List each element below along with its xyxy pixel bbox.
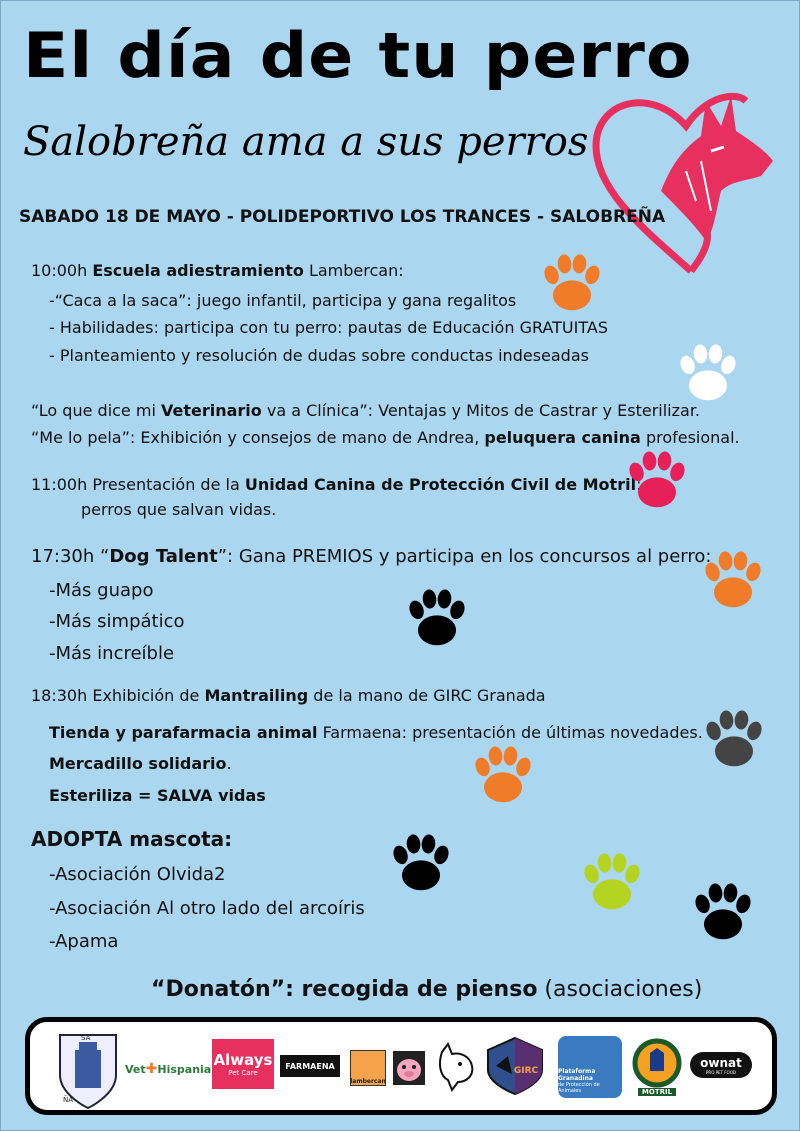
tienda-line: Tienda y parafarmacia animal Farmaena: presentación de últimas novedades.: [49, 723, 703, 742]
bull-terrier-logo-icon: [434, 1042, 478, 1092]
block2-heading: 11:00h Presentación de la Unidad Canina de Protección Civil de Motril:: [31, 475, 642, 494]
block1-item-1: -“Caca a la saca”: juego infantil, participa y gana regalitos: [49, 291, 517, 310]
dog-face-logo-icon: [392, 1050, 426, 1086]
paw-black-icon: [387, 829, 455, 893]
paw-orange-icon: [538, 249, 606, 313]
contest-item-2: -Más simpático: [49, 611, 185, 632]
proteccion-civil-motril-logo: MOTRIL: [632, 1038, 682, 1096]
pela-line: “Me lo pela”: Exhibición y consejos de mano de Andrea, peluquera canina profesional.: [31, 428, 740, 447]
lambercan-logo: lambercan: [350, 1050, 386, 1086]
svg-text:ÑA: ÑA: [63, 1096, 74, 1104]
poster-subtitle: Salobreña ama a sus perros: [23, 119, 589, 165]
event-dateline: SABADO 18 DE MAYO - POLIDEPORTIVO LOS TRANCES - SALOBREÑA: [19, 207, 666, 227]
plataforma-granadina-logo: Plataforma Granadina de Protección de Animales: [558, 1036, 622, 1098]
sponsors-bar: [25, 1017, 777, 1115]
block3-heading: 17:30h “Dog Talent”: Gana PREMIOS y participa en los concursos al perro:: [31, 546, 712, 567]
donaton-line: “Donatón”: recogida de pienso (asociaciones): [151, 977, 703, 1002]
esteriliza-line: Esteriliza = SALVA vidas: [49, 786, 266, 805]
contest-item-3: -Más increíble: [49, 643, 175, 664]
adopta-item-1: -Asociación Olvida2: [49, 864, 226, 885]
paw-black-icon: [403, 584, 471, 648]
block1-heading: 10:00h Escuela adiestramiento Lambercan:: [31, 261, 404, 280]
paw-lime-icon: [578, 848, 646, 912]
paw-white-icon: [674, 339, 742, 403]
block1-item-2: - Habilidades: participa con tu perro: pautas de Educación GRATUITAS: [49, 318, 608, 337]
paw-pink-icon: [623, 446, 691, 510]
paw-orange-icon: [699, 546, 767, 610]
vet-line: “Lo que dice mi Veterinario va a Clínica”: Ventajas y Mitos de Castrar y Esterilizar.: [31, 401, 701, 420]
ownat-logo: ownat PRO PET FOOD: [690, 1052, 752, 1078]
paw-black-icon: [689, 878, 757, 942]
vet-hispania-logo: Vet ✚ Hispania: [125, 1061, 212, 1077]
girc-logo: GIRC: [486, 1036, 544, 1096]
block1-item-3: - Planteamiento y resolución de dudas sobre conductas indeseadas: [49, 346, 589, 365]
block2-line2: perros que salvan vidas.: [81, 500, 277, 519]
contest-item-1: -Más guapo: [49, 580, 154, 601]
motril-badge-icon: [632, 1038, 682, 1088]
adopta-item-2: -Asociación Al otro lado del arcoíris: [49, 898, 365, 919]
svg-text:SA: SA: [81, 1034, 91, 1042]
salobrena-coat-of-arms-icon: [55, 1030, 121, 1110]
poster-title: El día de tu perro: [23, 19, 693, 92]
adopta-title: ADOPTA mascota:: [31, 827, 233, 851]
always-logo: Always Pet Care: [212, 1039, 274, 1089]
paw-orange-icon: [469, 741, 537, 805]
mercadillo-line: Mercadillo solidario.: [49, 754, 232, 773]
farmaena-logo: FARMAENA: [280, 1055, 340, 1077]
heart-dog-icon: [586, 81, 786, 281]
paw-gray-icon: [700, 705, 768, 769]
adopta-item-3: -Apama: [49, 931, 119, 952]
block4-heading: 18:30h Exhibición de Mantrailing de la mano de GIRC Granada: [31, 686, 546, 705]
